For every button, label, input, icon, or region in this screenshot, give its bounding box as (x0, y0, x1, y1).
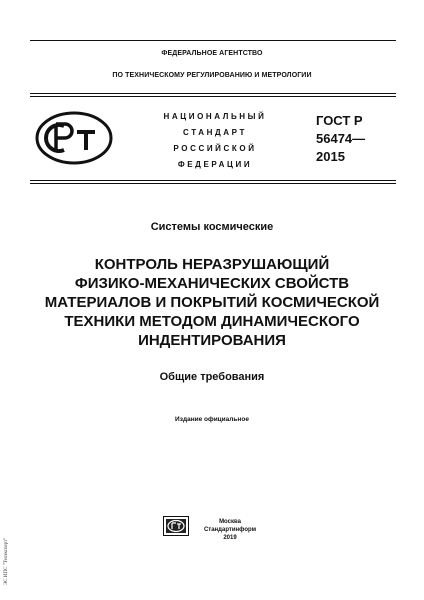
top-rule (30, 40, 396, 41)
document-subtitle: Общие требования (159, 371, 265, 383)
standard-block-rule-2 (30, 183, 396, 184)
national-standard-line3: РОССИЙСКОЙ (173, 144, 257, 153)
document-category: Системы космические (150, 221, 274, 233)
header-divider-rule-2 (30, 96, 396, 97)
rst-logo-icon (34, 110, 114, 166)
document-title-line3: МАТЕРИАЛОВ И ПОКРЫТИЙ КОСМИЧЕСКОЙ (44, 294, 380, 311)
gost-number: 56474— (316, 131, 366, 146)
rst-logo (34, 110, 114, 166)
header-divider-rule (30, 93, 396, 94)
gost-label: ГОСТ Р (316, 113, 363, 128)
publisher-year: 2019 (223, 535, 237, 541)
publisher-name: Стандартинформ (203, 527, 257, 533)
national-standard-line4: ФЕДЕРАЦИИ (177, 160, 253, 169)
gost-year: 2015 (316, 149, 345, 164)
national-standard-line2: СТАНДАРТ (183, 128, 247, 137)
document-title-line4: ТЕХНИКИ МЕТОДОМ ДИНАМИЧЕСКОГО (64, 313, 360, 330)
document-title-line2: ФИЗИКО-МЕХАНИЧЕСКИХ СВОЙСТВ (74, 275, 350, 292)
agency-name-line2: ПО ТЕХНИЧЕСКОМУ РЕГУЛИРОВАНИЮ И МЕТРОЛОГИИ (112, 72, 312, 79)
standartinform-logo-icon (163, 516, 189, 536)
document-title-line5: ИНДЕНТИРОВАНИЯ (138, 332, 286, 349)
document-title-line1: КОНТРОЛЬ НЕРАЗРУШАЮЩИЙ (94, 256, 330, 273)
agency-name-line1: ФЕДЕРАЛЬНОЕ АГЕНТСТВО (161, 50, 263, 57)
publisher-city: Москва (219, 519, 241, 525)
edition-note: Издание официальное (175, 416, 249, 423)
national-standard-line1: НАЦИОНАЛЬНЫЙ (163, 112, 267, 121)
margin-watermark-note: ЭС ИПС "Техэксперт" (4, 537, 9, 585)
publisher-logo (163, 516, 189, 536)
standard-block-rule (30, 180, 396, 181)
